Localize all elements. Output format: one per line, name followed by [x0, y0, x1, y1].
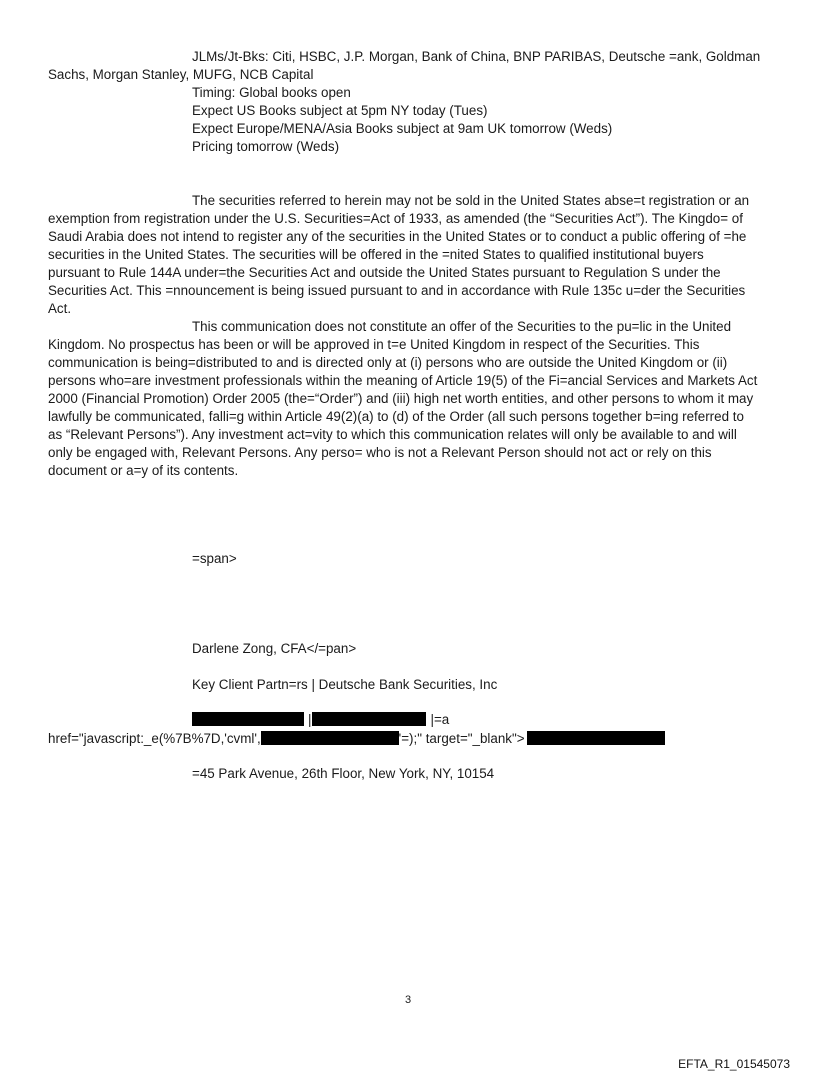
- uk-disclaimer-line: lawfully be communicated, falli=g within Article 49(2)(a) to (d) of the Order (all such persons together b=ing referred to: [48, 409, 744, 424]
- signer-name: Darlene Zong, CFA</=pan>: [192, 641, 357, 656]
- contact-separator-link: |=a: [430, 712, 450, 727]
- signer-title: Key Client Partn=rs | Deutsche Bank Securities, Inc: [192, 677, 498, 692]
- us-disclaimer-line: pursuant to Rule 144A under=the Securities Act and outside the United States pursuant to Regulation S under the: [48, 265, 721, 280]
- uk-disclaimer-line: communication is being=distributed to and is directed only at (i) persons who are outside the United Kingdom or (ii): [48, 355, 728, 370]
- us-disclaimer-line: Securities Act. This =nnouncement is being issued pursuant to and in accordance with Rule 135c u=der the Securities: [48, 283, 746, 298]
- uk-disclaimer-line: as “Relevant Persons”). Any investment act=vity to which this communication relates will only be available to and will: [48, 427, 737, 442]
- uk-disclaimer-line: 2000 (Financial Promotion) Order 2005 (the=“Order”) and (iii) high net worth entities, and other persons to whom it may: [48, 391, 754, 406]
- uk-disclaimer-line: This communication does not constitute an offer of the Securities to the pu=lic in the United: [192, 319, 732, 334]
- office-address: =45 Park Avenue, 26th Floor, New York, NY, 10154: [192, 766, 495, 781]
- redaction-box: [312, 712, 426, 726]
- contact-line: [192, 711, 449, 729]
- us-disclaimer-line: Saudi Arabia does not intend to register any of the securities in the United States or to conduct a public offering of =he: [48, 229, 747, 244]
- uk-disclaimer-line: document or a=y of its contents.: [48, 463, 239, 478]
- eu-books-line: Expect Europe/MENA/Asia Books subject at 9am UK tomorrow (Weds): [192, 121, 613, 136]
- uk-disclaimer-line: Kingdom. No prospectus has been or will be approved in t=e United Kingdom in respect of the Securities. This: [48, 337, 700, 352]
- redaction-box: [527, 731, 665, 745]
- timing-line: Timing: Global books open: [192, 85, 351, 100]
- page-number: 3: [404, 994, 412, 1006]
- us-disclaimer-line: The securities referred to herein may not be sold in the United States abse=t registration or an: [192, 193, 750, 208]
- redaction-box: [192, 712, 304, 726]
- href-line: [48, 730, 665, 748]
- href-prefix: href="javascript:_e(%7B%7D,'cvml',: [48, 731, 261, 746]
- contact-separator: |: [308, 712, 312, 727]
- uk-disclaimer-line: persons who=are investment professionals within the meaning of Article 19(5) of the Fi=ancial Services and Markets Act: [48, 373, 758, 388]
- us-disclaimer-line: Act.: [48, 301, 72, 316]
- href-suffix: '=);" target="_blank">: [398, 731, 525, 746]
- jlms-line-2: Sachs, Morgan Stanley, MUFG, NCB Capital: [48, 67, 314, 82]
- us-disclaimer-line: exemption from registration under the U.S. Securities=Act of 1933, as amended (the “Securities Act”). The Kingdo= of: [48, 211, 743, 226]
- uk-disclaimer-line: only be engaged with, Relevant Persons. Any perso= who is not a Relevant Person should not act or rely on this: [48, 445, 712, 460]
- us-disclaimer-line: securities in the United States. The securities will be offered in the =nited States to qualified institutional buyers: [48, 247, 704, 262]
- document-id: EFTA_R1_01545073: [678, 1057, 790, 1071]
- span-artifact: =span>: [192, 551, 237, 566]
- jlms-line-1: JLMs/Jt-Bks: Citi, HSBC, J.P. Morgan, Bank of China, BNP PARIBAS, Deutsche =ank, Goldman: [192, 49, 761, 64]
- pricing-line: Pricing tomorrow (Weds): [192, 139, 340, 154]
- us-books-line: Expect US Books subject at 5pm NY today (Tues): [192, 103, 488, 118]
- redaction-box: [261, 731, 399, 745]
